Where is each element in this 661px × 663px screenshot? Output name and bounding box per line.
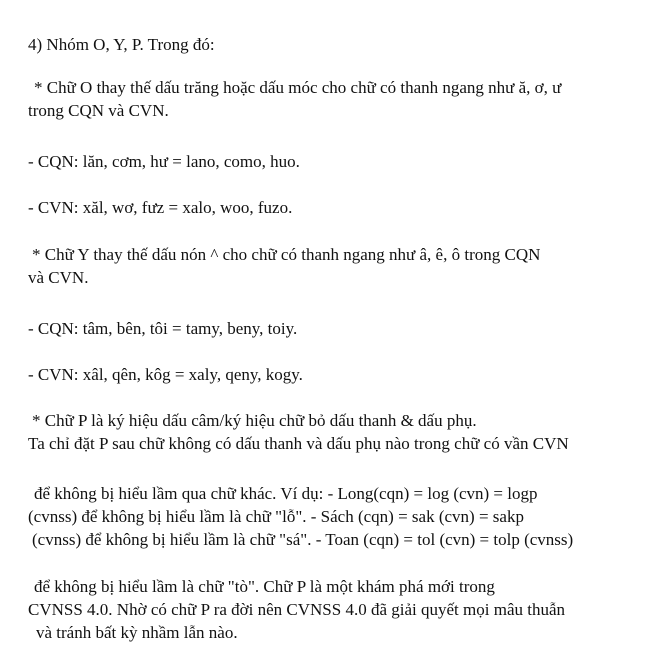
p-example-line-2: (cvnss) để không bị hiểu lầm là chữ "lỗ". - Sách (cqn) = sak (cvn) = sakp: [28, 507, 524, 526]
y-cvn-example: - CVN: xâl, qên, kôg = xaly, qeny, kogy.: [28, 365, 303, 384]
p-rule-line-1: * Chữ P là ký hiệu dấu câm/ký hiệu chữ bỏ dấu thanh & dấu phụ.: [32, 411, 477, 430]
y-rule-line-1: * Chữ Y thay thế dấu nón ^ cho chữ có thanh ngang như â, ê, ô trong CQN: [32, 245, 541, 264]
o-rule-line-2: trong CQN và CVN.: [28, 101, 169, 120]
p-conclusion-line-3: và tránh bất kỳ nhầm lẫn nào.: [36, 623, 238, 642]
p-rule-line-2: Ta chỉ đặt P sau chữ không có dấu thanh và dấu phụ nào trong chữ có vần CVN: [28, 434, 569, 453]
o-rule-line-1: * Chữ O thay thế dấu trăng hoặc dấu móc cho chữ có thanh ngang như ă, ơ, ư: [34, 78, 562, 97]
o-cqn-example: - CQN: lăn, cơm, hư = lano, como, huo.: [28, 152, 300, 171]
o-cvn-example: - CVN: xăl, wơ, fưz = xalo, woo, fuzo.: [28, 198, 293, 217]
p-conclusion-line-1: để không bị hiểu lầm là chữ "tò". Chữ P là một khám phá mới trong: [34, 577, 495, 596]
p-example-line-3: (cvnss) để không bị hiểu lầm là chữ "sá". - Toan (cqn) = tol (cvn) = tolp (cvnss): [32, 530, 574, 549]
p-conclusion-line-2: CVNSS 4.0. Nhờ có chữ P ra đời nên CVNSS 4.0 đã giải quyết mọi mâu thuẫn: [28, 600, 566, 619]
y-rule-line-2: và CVN.: [28, 268, 89, 287]
y-cqn-example: - CQN: tâm, bên, tôi = tamy, beny, toiy.: [28, 319, 298, 338]
section-heading: 4) Nhóm O, Y, P. Trong đó:: [28, 35, 215, 54]
p-example-line-1: để không bị hiểu lầm qua chữ khác. Ví dụ: - Long(cqn) = log (cvn) = logp: [34, 484, 538, 503]
